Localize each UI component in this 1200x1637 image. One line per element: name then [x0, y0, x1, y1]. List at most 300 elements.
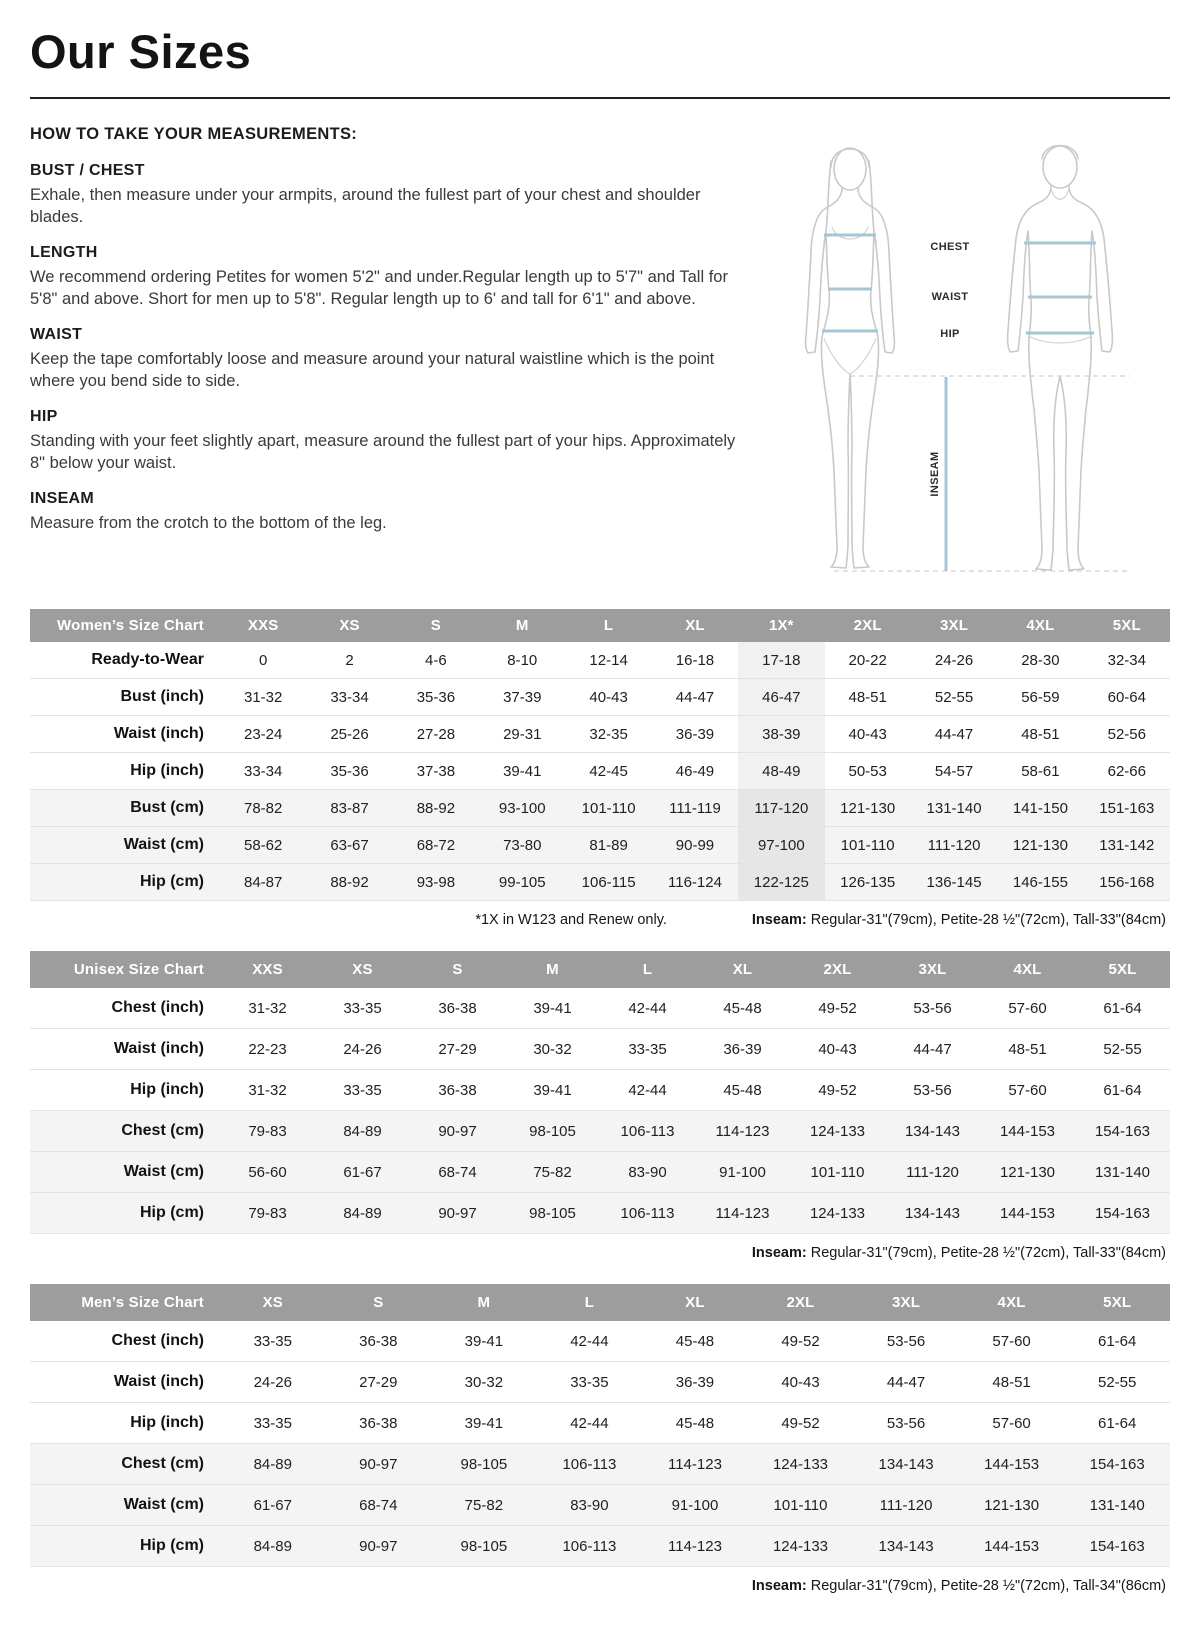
size-value-cell: 146-155: [1012, 873, 1068, 891]
size-value-cell: 61-64: [1098, 1332, 1137, 1350]
size-value-cell: 151-163: [1099, 799, 1155, 817]
size-value-cell: 32-35: [589, 725, 628, 743]
size-column-header: 2XL: [790, 951, 885, 988]
size-value-cell: 134-143: [878, 1537, 934, 1555]
size-value-cell: 111-120: [879, 1496, 933, 1514]
size-column-header: 4XL: [997, 609, 1083, 642]
size-value-cell: 29-31: [503, 725, 542, 743]
size-value-cell: 126-135: [840, 873, 896, 891]
section-body: Standing with your feet slightly apart, measure around the fullest part of your hips. Approximately 8" below your waist.: [30, 431, 736, 472]
size-column-header: 3XL: [853, 1284, 959, 1321]
size-column-header: 5XL: [1075, 951, 1170, 988]
size-value-cell: 35-36: [330, 762, 369, 780]
size-value-cell: 12-14: [589, 651, 628, 669]
section-body: Measure from the crotch to the bottom of the leg.: [30, 513, 387, 532]
size-value-cell: 17-18: [738, 642, 824, 679]
size-value-cell: 106-113: [562, 1537, 617, 1555]
size-value-cell: 24-26: [343, 1040, 382, 1058]
size-value-cell: 121-130: [984, 1496, 1040, 1514]
size-value-cell: 45-48: [675, 1332, 715, 1350]
size-value-cell: 39-41: [503, 762, 542, 780]
size-value-cell: 45-48: [723, 1081, 762, 1099]
table-row: [30, 864, 1170, 901]
row-label: Hip (inch): [130, 1414, 204, 1431]
row-label: Bust (cm): [130, 799, 204, 816]
size-value-cell: 88-92: [416, 799, 456, 817]
size-value-cell: 42-44: [570, 1414, 609, 1432]
womens-chart-footnotes: [30, 901, 1170, 943]
table-title: Women’s Size Chart: [30, 609, 220, 642]
inseam-footnote: Inseam: Regular-31"(79cm), Petite-28 ½"(72cm), Tall-33"(84cm): [751, 1245, 1166, 1261]
size-value-cell: 49-52: [781, 1414, 820, 1432]
mens-size-chart: [30, 1284, 1170, 1567]
size-value-cell: 48-49: [738, 753, 824, 790]
size-column-header: 3XL: [885, 951, 980, 988]
mens-chart-footnotes: [30, 1567, 1170, 1609]
size-value-cell: 48-51: [1021, 725, 1060, 743]
row-label: Waist (inch): [113, 1373, 204, 1390]
size-value-cell: 46-49: [675, 762, 715, 780]
size-value-cell: 33-35: [343, 999, 382, 1017]
size-value-cell: 54-57: [934, 762, 974, 780]
size-value-cell: 114-123: [715, 1204, 770, 1222]
size-value-cell: 134-143: [904, 1122, 961, 1140]
size-value-cell: 134-143: [878, 1455, 934, 1473]
row-label: Hip (cm): [140, 1537, 204, 1554]
size-value-cell: 121-130: [999, 1163, 1056, 1181]
size-value-cell: 39-41: [533, 1081, 572, 1099]
table-row: [30, 790, 1170, 827]
size-value-cell: 52-55: [934, 688, 974, 706]
size-value-cell: 30-32: [464, 1373, 504, 1391]
size-value-cell: 56-59: [1021, 688, 1060, 706]
size-value-cell: 2: [345, 651, 354, 669]
size-value-cell: 106-113: [562, 1455, 617, 1473]
section-title: LENGTH: [30, 243, 98, 261]
size-value-cell: 40-43: [781, 1373, 820, 1391]
row-label: Waist (inch): [113, 725, 204, 742]
man-figure: [1008, 146, 1113, 571]
size-value-cell: 90-97: [359, 1455, 398, 1473]
size-value-cell: 90-97: [359, 1537, 398, 1555]
size-value-cell: 90-97: [438, 1122, 477, 1140]
size-column-header: L: [537, 1284, 643, 1321]
size-value-cell: 154-163: [1094, 1122, 1151, 1140]
size-value-cell: 49-52: [818, 999, 857, 1017]
size-value-cell: 144-153: [999, 1122, 1056, 1140]
size-value-cell: 154-163: [1089, 1537, 1145, 1555]
table-row: [30, 1029, 1170, 1070]
size-value-cell: 154-163: [1094, 1204, 1151, 1222]
size-value-cell: 52-56: [1107, 725, 1146, 743]
size-value-cell: 33-35: [343, 1081, 382, 1099]
size-value-cell: 37-39: [503, 688, 542, 706]
inseam-label: INSEAM: [929, 451, 941, 497]
size-column-header: XS: [315, 951, 410, 988]
size-value-cell: 20-22: [848, 651, 887, 669]
size-value-cell: 144-153: [984, 1537, 1040, 1555]
size-value-cell: 111-120: [927, 836, 981, 854]
unisex-chart-footnotes: [30, 1234, 1170, 1276]
size-column-header: XL: [652, 609, 738, 642]
section-title: BUST / CHEST: [30, 162, 145, 179]
table-row: [30, 642, 1170, 679]
size-value-cell: 37-38: [416, 762, 456, 780]
row-label: Chest (inch): [111, 999, 204, 1016]
size-value-cell: 39-41: [464, 1414, 504, 1432]
section-body: We recommend ordering Petites for women 5'2" and under.Regular length up to 5'7" and Tall for 5'8" and above. Short for men up to 5'8". Regular length up to 6' and tall for 6'1" and above.: [30, 267, 728, 308]
size-value-cell: 48-51: [848, 688, 887, 706]
size-value-cell: 61-64: [1103, 999, 1142, 1017]
size-column-header: 5XL: [1084, 609, 1170, 642]
size-value-cell: 90-97: [438, 1204, 477, 1222]
row-label: Ready-to-Wear: [91, 651, 204, 668]
size-value-cell: 90-99: [675, 836, 715, 854]
row-label: Chest (cm): [121, 1455, 204, 1472]
size-value-cell: 31-32: [248, 999, 287, 1017]
row-label: Chest (inch): [111, 1332, 204, 1349]
size-value-cell: 93-100: [498, 799, 546, 817]
table-row: [30, 716, 1170, 753]
size-value-cell: 131-142: [1099, 836, 1155, 854]
page-title: Our Sizes: [30, 25, 252, 78]
size-value-cell: 31-32: [248, 1081, 287, 1099]
size-value-cell: 106-113: [620, 1122, 675, 1140]
size-value-cell: 75-82: [533, 1163, 572, 1181]
size-value-cell: 42-44: [570, 1332, 609, 1350]
size-value-cell: 42-44: [628, 999, 667, 1017]
size-value-cell: 84-89: [343, 1122, 382, 1140]
size-column-header: 2XL: [748, 1284, 854, 1321]
size-value-cell: 23-24: [243, 725, 283, 743]
size-value-cell: 131-140: [1094, 1163, 1151, 1181]
size-value-cell: 101-110: [840, 836, 895, 854]
size-value-cell: 88-92: [330, 873, 369, 891]
table-row: [30, 1362, 1170, 1403]
size-value-cell: 121-130: [1012, 836, 1068, 854]
size-value-cell: 22-23: [248, 1040, 287, 1058]
chest-label: CHEST: [930, 241, 970, 253]
table-row: [30, 1444, 1170, 1485]
section-title: WAIST: [30, 325, 83, 343]
size-value-cell: 79-83: [248, 1204, 287, 1222]
size-value-cell: 53-56: [913, 999, 952, 1017]
size-value-cell: 36-39: [675, 725, 715, 743]
size-value-cell: 114-123: [667, 1455, 722, 1473]
size-value-cell: 27-29: [438, 1040, 477, 1058]
size-column-header: 4XL: [980, 951, 1075, 988]
size-value-cell: 114-123: [715, 1122, 770, 1140]
size-value-cell: 33-34: [330, 688, 369, 706]
row-label: Bust (inch): [120, 688, 204, 705]
instruction-section-length: [30, 244, 748, 311]
size-value-cell: 131-140: [1089, 1496, 1145, 1514]
title-divider: [30, 97, 1170, 99]
section-title: INSEAM: [30, 489, 95, 507]
size-value-cell: 44-47: [675, 688, 715, 706]
size-column-header: XS: [220, 1284, 326, 1321]
size-column-header: M: [505, 951, 600, 988]
size-value-cell: 33-35: [570, 1373, 609, 1391]
size-value-cell: 98-105: [460, 1537, 508, 1555]
size-value-cell: 124-133: [772, 1455, 829, 1473]
table-row: [30, 1193, 1170, 1234]
instruction-section-inseam: [30, 490, 748, 535]
size-value-cell: 57-60: [992, 1332, 1031, 1350]
size-value-cell: 8-10: [507, 651, 538, 669]
size-value-cell: 83-90: [628, 1163, 667, 1181]
row-label: Waist (inch): [113, 1040, 204, 1057]
size-value-cell: 91-100: [719, 1163, 766, 1181]
instruction-section-waist: [30, 326, 748, 393]
measurement-diagram: [778, 125, 1170, 589]
size-value-cell: 156-168: [1099, 873, 1155, 891]
size-value-cell: 30-32: [533, 1040, 572, 1058]
size-value-cell: 36-39: [723, 1040, 762, 1058]
size-column-header: M: [431, 1284, 537, 1321]
size-column-header: 4XL: [959, 1284, 1065, 1321]
size-value-cell: 61-67: [343, 1163, 382, 1181]
size-value-cell: 32-34: [1107, 651, 1146, 669]
row-label: Hip (cm): [140, 873, 204, 890]
table-row: [30, 1152, 1170, 1193]
size-value-cell: 36-38: [359, 1414, 398, 1432]
size-value-cell: 121-130: [840, 799, 896, 817]
body-measurement-illustration: [778, 131, 1163, 589]
size-value-cell: 44-47: [913, 1040, 952, 1058]
section-body: Keep the tape comfortably loose and measure around your natural waistline which is the point where you bend side to side.: [30, 349, 715, 390]
size-value-cell: 111-119: [669, 799, 721, 817]
size-value-cell: 24-26: [253, 1373, 292, 1391]
size-value-cell: 4-6: [425, 651, 447, 669]
size-value-cell: 98-105: [529, 1122, 576, 1140]
size-value-cell: 122-125: [738, 864, 824, 901]
size-value-cell: 68-74: [359, 1496, 398, 1514]
size-column-header: XXS: [220, 951, 315, 988]
size-value-cell: 84-89: [343, 1204, 382, 1222]
size-column-header: 1X*: [738, 609, 824, 642]
size-column-header: S: [326, 1284, 432, 1321]
table-row: [30, 1111, 1170, 1152]
table-row: [30, 827, 1170, 864]
table-title: Men’s Size Chart: [30, 1284, 220, 1321]
size-column-header: XXS: [220, 609, 306, 642]
size-value-cell: 56-60: [248, 1163, 287, 1181]
size-value-cell: 116-124: [668, 873, 722, 891]
size-value-cell: 81-89: [589, 836, 628, 854]
size-value-cell: 61-64: [1098, 1414, 1137, 1432]
size-value-cell: 36-38: [359, 1332, 398, 1350]
size-value-cell: 57-60: [1008, 999, 1047, 1017]
table-row: [30, 1070, 1170, 1111]
inseam-footnote: Inseam: Regular-31"(79cm), Petite-28 ½"(72cm), Tall-34"(86cm): [751, 1578, 1166, 1594]
size-value-cell: 136-145: [926, 873, 982, 891]
size-value-cell: 101-110: [581, 799, 636, 817]
size-value-cell: 27-28: [416, 725, 456, 743]
table-row: [30, 1403, 1170, 1444]
size-column-header: 3XL: [911, 609, 997, 642]
size-value-cell: 25-26: [330, 725, 369, 743]
size-column-header: S: [410, 951, 505, 988]
size-value-cell: 61-64: [1103, 1081, 1142, 1099]
size-value-cell: 49-52: [818, 1081, 857, 1099]
section-body: Exhale, then measure under your armpits, around the fullest part of your chest and shoulder blades.: [30, 186, 701, 226]
size-value-cell: 45-48: [675, 1414, 715, 1432]
size-value-cell: 40-43: [848, 725, 887, 743]
size-value-cell: 36-38: [438, 1081, 477, 1099]
size-value-cell: 63-67: [330, 836, 369, 854]
size-value-cell: 124-133: [809, 1122, 866, 1140]
size-value-cell: 98-105: [529, 1204, 576, 1222]
size-value-cell: 68-74: [438, 1163, 477, 1181]
section-title: HIP: [30, 407, 58, 425]
table-row: [30, 1526, 1170, 1567]
instructions-heading: HOW TO TAKE YOUR MEASUREMENTS:: [30, 125, 358, 143]
unisex-size-chart: [30, 951, 1170, 1234]
size-value-cell: 35-36: [416, 688, 456, 706]
size-column-header: M: [479, 609, 565, 642]
instruction-section-hip: [30, 408, 748, 475]
size-value-cell: 106-115: [581, 873, 636, 891]
row-label: Chest (cm): [121, 1122, 204, 1139]
size-value-cell: 131-140: [926, 799, 982, 817]
table-row: [30, 988, 1170, 1029]
size-column-header: L: [565, 609, 651, 642]
woman-figure: [806, 148, 895, 568]
size-value-cell: 52-55: [1098, 1373, 1137, 1391]
size-value-cell: 16-18: [675, 651, 715, 669]
size-value-cell: 44-47: [886, 1373, 926, 1391]
row-label: Hip (inch): [130, 1081, 204, 1098]
measurement-instructions: [30, 125, 1170, 589]
size-value-cell: 73-80: [503, 836, 542, 854]
row-label: Hip (inch): [130, 762, 204, 779]
size-value-cell: 68-72: [416, 836, 456, 854]
size-value-cell: 62-66: [1107, 762, 1146, 780]
size-value-cell: 91-100: [671, 1496, 719, 1514]
size-value-cell: 0: [259, 651, 268, 669]
size-column-header: L: [600, 951, 695, 988]
size-value-cell: 33-35: [253, 1414, 292, 1432]
size-value-cell: 36-38: [438, 999, 477, 1017]
size-column-header: XL: [642, 1284, 748, 1321]
size-table: [30, 1284, 1170, 1567]
size-value-cell: 84-89: [253, 1455, 292, 1473]
size-value-cell: 141-150: [1012, 799, 1068, 817]
size-value-cell: 84-87: [243, 873, 283, 891]
row-label: Waist (cm): [123, 836, 204, 853]
size-value-cell: 27-29: [359, 1373, 398, 1391]
table-title: Unisex Size Chart: [30, 951, 220, 988]
size-value-cell: 106-113: [620, 1204, 675, 1222]
size-value-cell: 58-61: [1021, 762, 1060, 780]
size-value-cell: 33-34: [243, 762, 283, 780]
size-value-cell: 58-62: [243, 836, 283, 854]
instructions-text-column: [30, 125, 748, 589]
row-label: Waist (cm): [123, 1496, 204, 1513]
size-column-header: S: [393, 609, 479, 642]
size-value-cell: 101-110: [773, 1496, 828, 1514]
table-header-row: [30, 609, 1170, 642]
table-row: [30, 1321, 1170, 1362]
size-value-cell: 98-105: [460, 1455, 508, 1473]
row-label: Waist (cm): [123, 1163, 204, 1180]
size-value-cell: 31-32: [243, 688, 283, 706]
size-value-cell: 48-51: [992, 1373, 1031, 1391]
size-column-header: 2XL: [825, 609, 911, 642]
table-row: [30, 753, 1170, 790]
size-value-cell: 117-120: [738, 790, 824, 827]
size-value-cell: 40-43: [589, 688, 628, 706]
size-value-cell: 39-41: [533, 999, 572, 1017]
size-value-cell: 42-45: [589, 762, 628, 780]
size-value-cell: 50-53: [848, 762, 887, 780]
size-value-cell: 75-82: [464, 1496, 504, 1514]
size-value-cell: 111-120: [906, 1163, 959, 1181]
size-table: [30, 609, 1170, 901]
size-value-cell: 52-55: [1103, 1040, 1142, 1058]
size-value-cell: 97-100: [738, 827, 824, 864]
size-column-header: 5XL: [1064, 1284, 1170, 1321]
size-value-cell: 79-83: [248, 1122, 287, 1140]
size-value-cell: 57-60: [1008, 1081, 1047, 1099]
size-value-cell: 33-35: [628, 1040, 667, 1058]
size-value-cell: 42-44: [628, 1081, 667, 1099]
size-value-cell: 38-39: [738, 716, 824, 753]
size-value-cell: 101-110: [810, 1163, 865, 1181]
size-value-cell: 36-39: [675, 1373, 715, 1391]
inseam-footnote: Inseam: Regular-31"(79cm), Petite-28 ½"(72cm), Tall-33"(84cm): [751, 912, 1166, 928]
size-column-header: XL: [695, 951, 790, 988]
size-value-cell: 60-64: [1107, 688, 1146, 706]
size-value-cell: 154-163: [1089, 1455, 1145, 1473]
size-value-cell: 144-153: [984, 1455, 1040, 1473]
size-value-cell: 93-98: [416, 873, 456, 891]
table-header-row: [30, 1284, 1170, 1321]
size-value-cell: 124-133: [809, 1204, 866, 1222]
size-value-cell: 24-26: [934, 651, 974, 669]
size-table: [30, 951, 1170, 1234]
size-value-cell: 48-51: [1008, 1040, 1047, 1058]
size-value-cell: 53-56: [886, 1332, 926, 1350]
size-value-cell: 144-153: [999, 1204, 1056, 1222]
size-value-cell: 53-56: [913, 1081, 952, 1099]
size-value-cell: 28-30: [1021, 651, 1060, 669]
size-value-cell: 49-52: [781, 1332, 820, 1350]
size-value-cell: 40-43: [818, 1040, 857, 1058]
womens-size-chart: [30, 609, 1170, 901]
table-row: [30, 679, 1170, 716]
size-value-cell: 134-143: [904, 1204, 961, 1222]
table-header-row: [30, 951, 1170, 988]
size-value-cell: 84-89: [253, 1537, 292, 1555]
instruction-section-bust-chest: [30, 162, 748, 229]
size-value-cell: 53-56: [886, 1414, 926, 1432]
hip-label: HIP: [940, 328, 960, 340]
size-value-cell: 78-82: [243, 799, 283, 817]
size-value-cell: 99-105: [498, 873, 546, 891]
1x-footnote: *1X in W123 and Renew only.: [475, 912, 667, 928]
size-value-cell: 83-90: [570, 1496, 609, 1514]
size-value-cell: 57-60: [992, 1414, 1031, 1432]
size-value-cell: 124-133: [772, 1537, 829, 1555]
row-label: Hip (cm): [140, 1204, 204, 1221]
size-value-cell: 83-87: [330, 799, 369, 817]
size-column-header: XS: [306, 609, 392, 642]
size-value-cell: 44-47: [934, 725, 974, 743]
size-value-cell: 114-123: [667, 1537, 722, 1555]
table-row: [30, 1485, 1170, 1526]
